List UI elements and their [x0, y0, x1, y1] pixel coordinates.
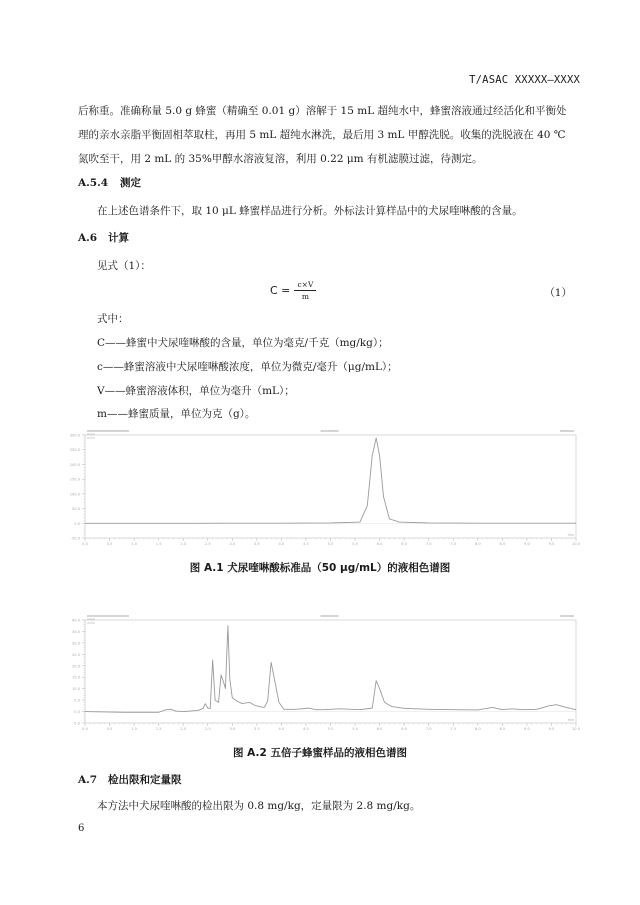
section-heading-a6: [78, 230, 129, 245]
formula-lhs: C =: [270, 284, 291, 297]
x-tick-label: 6.5: [401, 727, 408, 731]
y-axis-label: mAU: [87, 436, 96, 440]
y-tick-label: -50.0: [70, 536, 80, 541]
page-number: 6: [78, 823, 85, 834]
section-title: 检出限和定量限: [108, 774, 182, 786]
x-tick-label: 4.0: [278, 727, 285, 731]
chromatogram-trace: [85, 626, 576, 713]
section-heading-a7: [78, 772, 182, 787]
x-tick-label: 4.5: [303, 727, 309, 731]
section-title: 计算: [108, 232, 129, 244]
x-tick-label: 9.5: [548, 727, 555, 731]
x-tick-label: 4.0: [278, 542, 285, 546]
x-tick-label: 5.5: [352, 727, 358, 731]
chromatogram-standard: [55, 428, 590, 546]
x-tick-label: 5.0: [327, 542, 334, 546]
section-a7-body: 本方法中犬尿喹啉酸的检出限为 0.8 mg/kg，定量限为 2.8 mg/kg。: [97, 800, 421, 812]
wavelength-label-mark: [560, 430, 574, 432]
x-tick-label: 9.0: [524, 727, 530, 731]
x-tick-label: 9.0: [524, 542, 530, 546]
paragraph-line: 理的亲水亲脂平衡固相萃取柱，再用 5 mL 超纯水淋洗，最后用 3 mL 甲醇洗脱。收集的洗脱液在 40 ℃: [78, 129, 566, 141]
instrument-label-mark: [87, 615, 129, 617]
y-tick-label: 0.0: [74, 521, 80, 526]
y-tick-label: 30.0: [71, 641, 80, 646]
y-tick-label: 5.0: [74, 698, 80, 703]
y-tick-label: 100.0: [69, 492, 80, 497]
section-heading-a54: [78, 175, 141, 190]
x-tick-label: 8.5: [499, 542, 506, 546]
x-tick-label: 9.5: [548, 542, 555, 546]
x-tick-label: 0.0: [82, 727, 88, 731]
x-tick-label: 6.0: [376, 542, 383, 546]
x-tick-label: 7.5: [450, 727, 457, 731]
x-tick-label: 3.0: [229, 727, 236, 731]
x-tick-label: 10.0: [571, 727, 581, 731]
x-tick-label: 2.5: [204, 727, 211, 731]
document-code-header: T/ASAC XXXXX—XXXX: [469, 74, 580, 86]
y-tick-label: -5.0: [72, 721, 80, 726]
x-tick-label: 3.0: [229, 542, 236, 546]
x-tick-label: 7.0: [425, 542, 432, 546]
chromatogram-trace: [85, 438, 576, 523]
x-tick-label: 8.0: [474, 727, 481, 731]
x-tick-label: 5.0: [327, 727, 334, 731]
x-tick-label: 6.5: [401, 542, 408, 546]
y-tick-label: 40.0: [71, 618, 80, 623]
x-tick-label: 4.5: [303, 542, 309, 546]
sample-label-mark: [321, 615, 339, 617]
section-title: 测定: [120, 177, 141, 189]
figure-a2-caption: 图 A.2 五倍子蜂蜜样品的液相色谱图: [233, 747, 407, 759]
x-tick-label: 8.0: [474, 542, 481, 546]
unit-label-mark: [87, 434, 95, 436]
x-tick-label: 1.5: [155, 727, 162, 731]
y-tick-label: 35.0: [71, 629, 80, 634]
definition-item: m——蜂蜜质量，单位为克（g）。: [97, 408, 256, 420]
x-tick-label: 1.0: [131, 542, 137, 546]
y-tick-label: 200.0: [69, 462, 80, 467]
x-axis-label: min: [567, 718, 574, 722]
x-tick-label: 2.5: [204, 542, 211, 546]
paragraph-line: 氮吹至干，用 2 mL 的 35%甲醇水溶液复溶，利用 0.22 μm 有机滤膜过滤，待测定。: [78, 153, 483, 165]
fraction-bar: [294, 290, 316, 291]
x-tick-label: 5.5: [352, 542, 358, 546]
plot-frame: [85, 620, 576, 723]
section-number: A.5.4: [78, 177, 109, 189]
chromatogram-honey-sample: [55, 613, 590, 731]
y-tick-label: 250.0: [69, 448, 80, 453]
y-tick-label: 25.0: [71, 652, 80, 657]
x-tick-label: 10.0: [571, 542, 581, 546]
x-tick-label: 1.5: [155, 542, 162, 546]
x-tick-label: 8.5: [499, 727, 506, 731]
formula-fraction: [294, 280, 316, 301]
y-tick-label: 0.0: [74, 710, 80, 715]
formula-denominator: m: [301, 292, 309, 301]
wavelength-label-mark: [560, 615, 574, 617]
figure-a1-caption: 图 A.1 犬尿喹啉酸标准品（50 μg/mL）的液相色谱图: [189, 562, 451, 574]
x-tick-label: 2.0: [180, 542, 187, 546]
x-tick-label: 3.5: [253, 727, 260, 731]
section-number: A.7: [78, 774, 98, 786]
intro-paragraph: [78, 99, 578, 171]
y-axis-label: mAU: [87, 621, 96, 625]
y-tick-label: 300.0: [69, 433, 80, 438]
definition-item: V——蜂蜜溶液体积，单位为毫升（mL）；: [97, 385, 295, 397]
instrument-label-mark: [87, 430, 129, 432]
definition-item: C——蜂蜜中犬尿喹啉酸的含量，单位为毫克/千克（mg/kg）；: [97, 337, 389, 349]
x-tick-label: 7.5: [450, 542, 457, 546]
x-tick-label: 7.0: [425, 727, 432, 731]
x-tick-label: 1.0: [131, 727, 137, 731]
x-tick-label: 0.5: [106, 542, 113, 546]
x-tick-label: 0.5: [106, 727, 113, 731]
y-tick-label: 20.0: [71, 664, 80, 669]
formula: [270, 280, 316, 301]
formula-numerator: c×V: [297, 280, 314, 289]
x-tick-label: 3.5: [253, 542, 260, 546]
x-tick-label: 2.0: [180, 727, 187, 731]
section-a54-body: 在上述色谱条件下，取 10 μL 蜂蜜样品进行分析。外标法计算样品中的犬尿喹啉酸的含量。: [97, 205, 523, 217]
sample-label-mark: [321, 430, 339, 432]
formula-intro: 见式（1）：: [97, 260, 151, 272]
paragraph-line: 后称重。准确称量 5.0 g 蜂蜜（精确至 0.01 g）溶解于 15 mL 超纯水中，蜂蜜溶液通过经活化和平衡处: [78, 105, 567, 117]
equation-number: （1）: [544, 287, 572, 299]
where-label: 式中：: [97, 313, 129, 325]
unit-label-mark: [87, 619, 95, 621]
y-tick-label: 50.0: [71, 507, 80, 512]
section-number: A.6: [78, 232, 98, 244]
x-axis-label: min: [567, 533, 574, 537]
x-tick-label: 0.0: [82, 542, 88, 546]
definition-item: c——蜂蜜溶液中犬尿喹啉酸浓度，单位为微克/毫升（μg/mL）；: [97, 361, 398, 373]
y-tick-label: 150.0: [69, 477, 80, 482]
x-tick-label: 6.0: [376, 727, 383, 731]
y-tick-label: 10.0: [71, 687, 80, 692]
y-tick-label: 15.0: [71, 675, 80, 680]
